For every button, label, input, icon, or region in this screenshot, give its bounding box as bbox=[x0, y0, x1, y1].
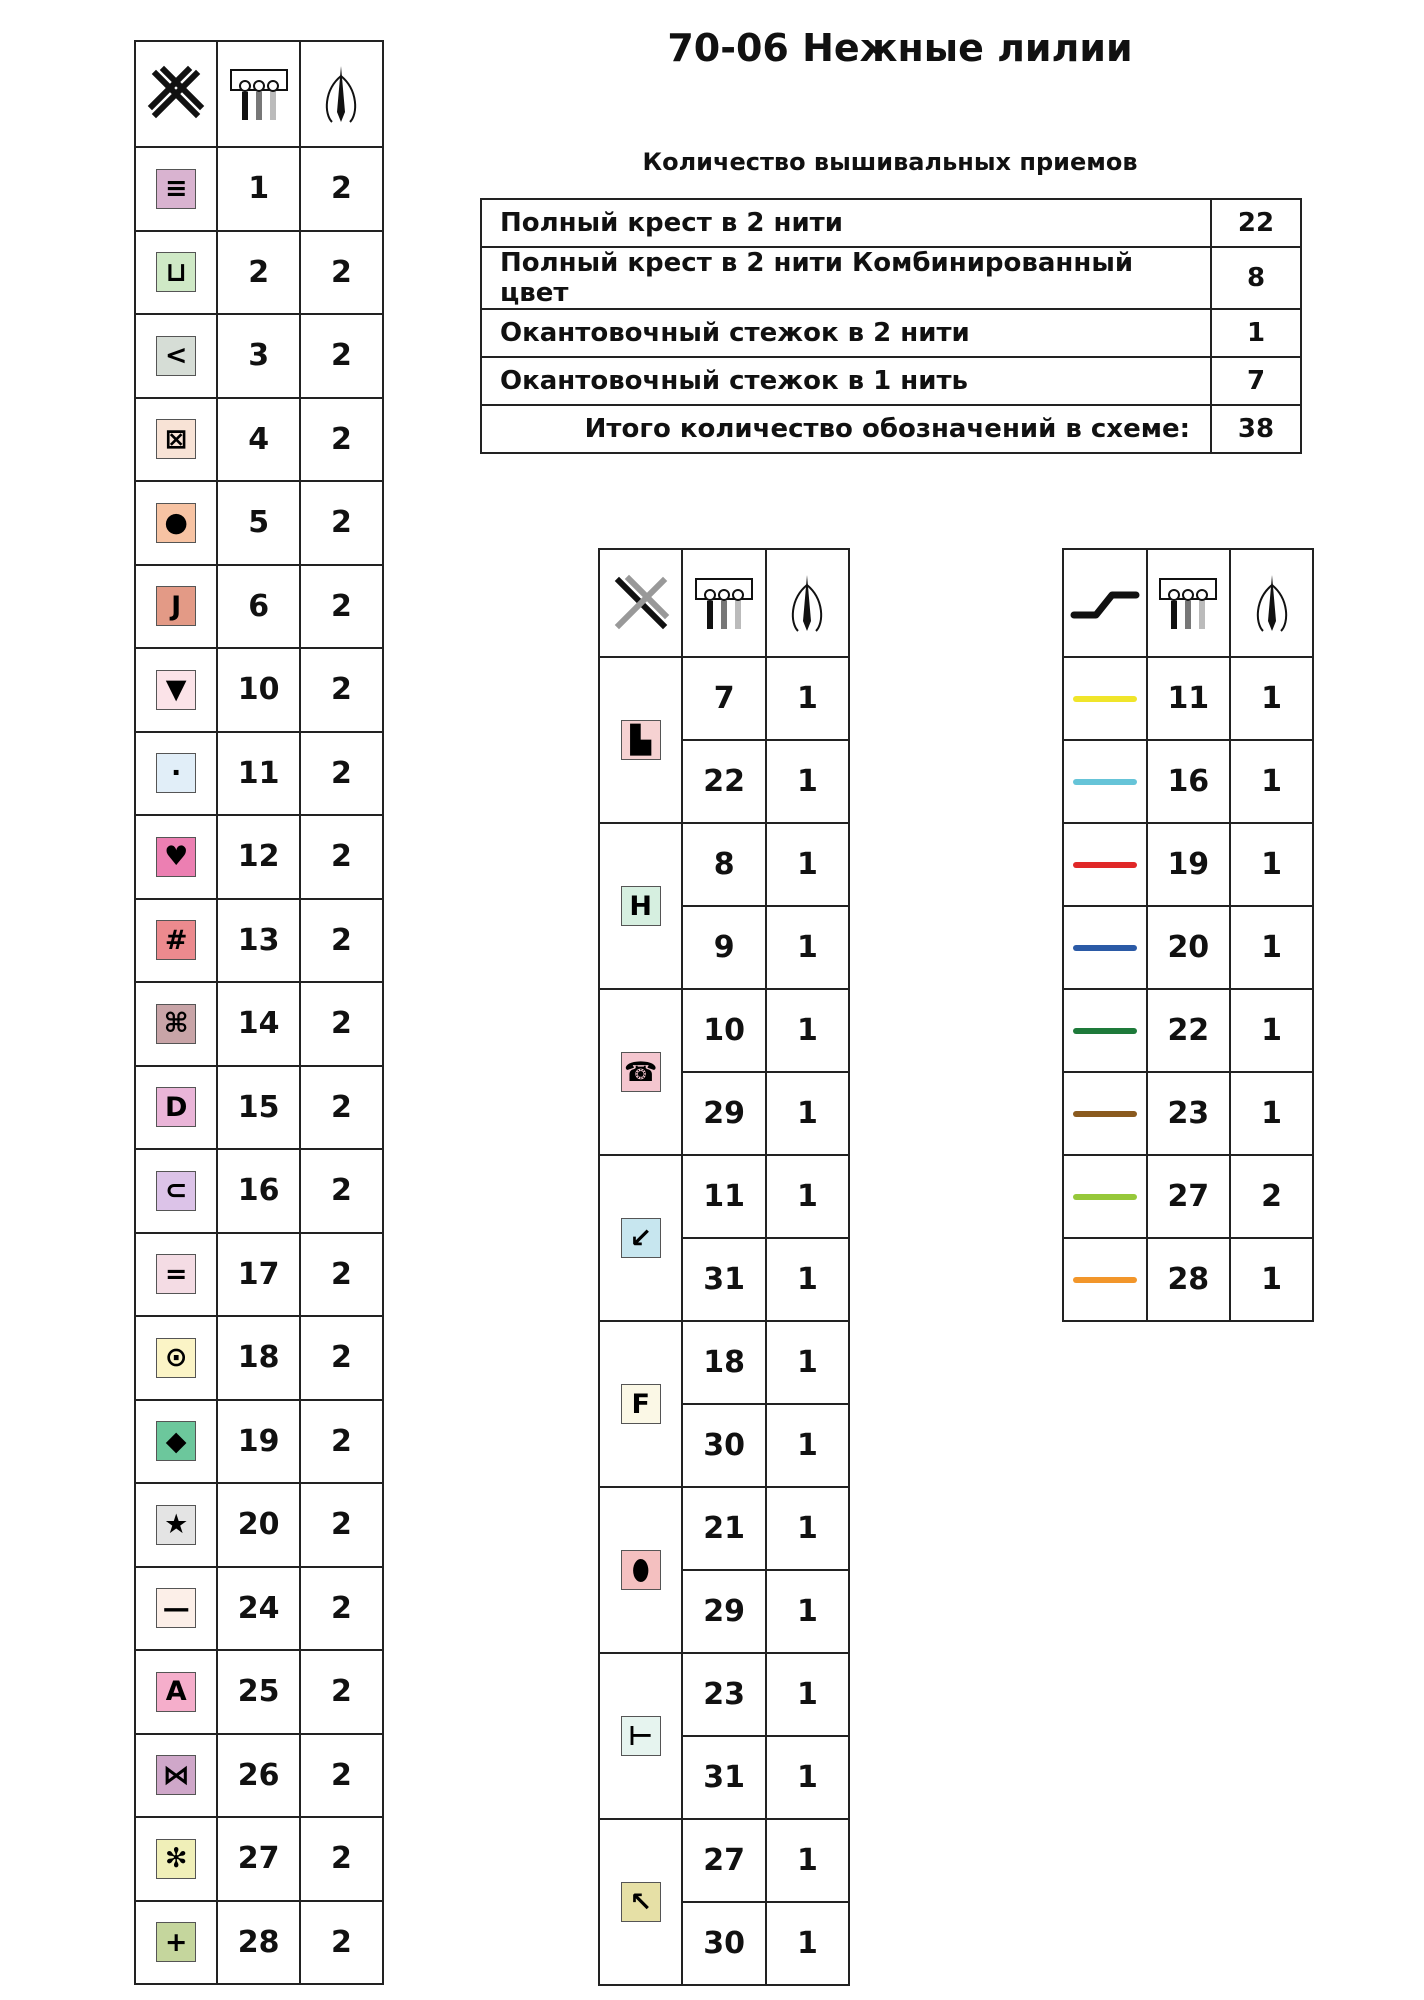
strand-count: 1 bbox=[766, 1736, 849, 1819]
thread-number: 27 bbox=[682, 1819, 766, 1902]
strand-count: 1 bbox=[766, 740, 849, 823]
combined-color-table bbox=[598, 548, 850, 1986]
table-row bbox=[1063, 1072, 1313, 1155]
strand-count: 1 bbox=[766, 657, 849, 740]
table-row bbox=[135, 732, 383, 816]
strand-count: 2 bbox=[300, 1233, 383, 1317]
symbol-cell bbox=[135, 1901, 217, 1985]
table-header-row bbox=[135, 41, 383, 147]
stitch-symbol: ↙ bbox=[621, 1218, 661, 1258]
table-header-row bbox=[599, 549, 849, 657]
thread-number: 12 bbox=[217, 815, 300, 899]
stitch-symbol: H bbox=[621, 886, 661, 926]
line-sample-cell bbox=[1063, 740, 1147, 823]
strand-count: 1 bbox=[766, 1819, 849, 1902]
strand-count: 1 bbox=[1230, 1238, 1313, 1321]
table-row bbox=[1063, 906, 1313, 989]
stitch-symbol: ⊢ bbox=[621, 1716, 661, 1756]
table-row bbox=[135, 1316, 383, 1400]
line-sample-cell bbox=[1063, 1155, 1147, 1238]
table-row bbox=[1063, 989, 1313, 1072]
summary-label: Полный крест в 2 нити Комбинированный цвет bbox=[481, 247, 1211, 309]
thread-number: 25 bbox=[217, 1650, 300, 1734]
strand-count: 2 bbox=[300, 1567, 383, 1651]
strand-count: 1 bbox=[766, 1487, 849, 1570]
backstitch-line-sample bbox=[1073, 1111, 1137, 1117]
symbol-cell bbox=[599, 657, 682, 823]
strand-count: 2 bbox=[300, 1316, 383, 1400]
strand-count: 1 bbox=[766, 1570, 849, 1653]
strand-count: 2 bbox=[300, 231, 383, 315]
table-row bbox=[1063, 740, 1313, 823]
summary-row bbox=[481, 357, 1301, 405]
symbol-cell bbox=[599, 989, 682, 1155]
summary-row bbox=[481, 199, 1301, 247]
symbol-cell bbox=[135, 481, 217, 565]
thread-number: 27 bbox=[217, 1817, 300, 1901]
stitch-symbol: A bbox=[156, 1672, 196, 1712]
thread-number: 11 bbox=[217, 732, 300, 816]
stitch-symbol: ⌘ bbox=[156, 1004, 196, 1044]
table-row bbox=[135, 1901, 383, 1985]
table-row bbox=[135, 1734, 383, 1818]
backstitch-line-sample bbox=[1073, 696, 1137, 702]
thread-number: 30 bbox=[682, 1902, 766, 1985]
strand-count: 2 bbox=[300, 1400, 383, 1484]
strand-count: 1 bbox=[1230, 657, 1313, 740]
table-row bbox=[599, 823, 849, 906]
backstitch-line-sample bbox=[1073, 1277, 1137, 1283]
stitch-symbol: ⊔ bbox=[156, 252, 196, 292]
thread-number: 19 bbox=[217, 1400, 300, 1484]
table-row bbox=[135, 314, 383, 398]
table-row bbox=[135, 899, 383, 983]
summary-label: Окантовочный стежок в 2 нити bbox=[481, 309, 1211, 357]
table-row bbox=[1063, 657, 1313, 740]
strand-count: 2 bbox=[1230, 1155, 1313, 1238]
strand-count: 2 bbox=[300, 899, 383, 983]
symbol-cell bbox=[135, 565, 217, 649]
stitch-symbol: — bbox=[156, 1588, 196, 1628]
stitch-symbol: # bbox=[156, 920, 196, 960]
table-header-row bbox=[1063, 549, 1313, 657]
thread-number: 23 bbox=[1147, 1072, 1230, 1155]
symbol-cell bbox=[135, 732, 217, 816]
table-row bbox=[599, 1487, 849, 1570]
table-row bbox=[135, 231, 383, 315]
strand-count: 1 bbox=[1230, 823, 1313, 906]
backstitch-line-sample bbox=[1073, 945, 1137, 951]
stitch-symbol: ⬮ bbox=[621, 1550, 661, 1590]
line-sample-cell bbox=[1063, 989, 1147, 1072]
stitch-symbol: < bbox=[156, 336, 196, 376]
thread-number: 4 bbox=[217, 398, 300, 482]
symbol-cell bbox=[599, 1819, 682, 1985]
stitch-symbol: ✻ bbox=[156, 1839, 196, 1879]
thread-number: 28 bbox=[1147, 1238, 1230, 1321]
stitch-symbol: ≡ bbox=[156, 169, 196, 209]
thread-number: 19 bbox=[1147, 823, 1230, 906]
strand-count: 2 bbox=[300, 1817, 383, 1901]
line-sample-cell bbox=[1063, 657, 1147, 740]
summary-label: Полный крест в 2 нити bbox=[481, 199, 1211, 247]
line-sample-cell bbox=[1063, 1072, 1147, 1155]
table-row bbox=[135, 398, 383, 482]
backstitch-line-sample bbox=[1073, 1194, 1137, 1200]
table-row bbox=[135, 648, 383, 732]
thread-number: 16 bbox=[1147, 740, 1230, 823]
strand-count: 2 bbox=[300, 398, 383, 482]
stitch-symbol: ◆ bbox=[156, 1421, 196, 1461]
strand-count: 1 bbox=[766, 906, 849, 989]
strand-count: 2 bbox=[300, 1901, 383, 1985]
table-row bbox=[599, 1155, 849, 1238]
cross-stitch-icon bbox=[135, 41, 217, 147]
strand-count: 1 bbox=[1230, 740, 1313, 823]
stitch-symbol: ↖ bbox=[621, 1882, 661, 1922]
thread-number: 14 bbox=[217, 982, 300, 1066]
thread-number: 23 bbox=[682, 1653, 766, 1736]
strand-count: 2 bbox=[300, 1734, 383, 1818]
strand-count: 2 bbox=[300, 815, 383, 899]
stitch-symbol: · bbox=[156, 753, 196, 793]
symbol-cell bbox=[599, 1321, 682, 1487]
symbol-cell bbox=[135, 147, 217, 231]
table-row bbox=[1063, 823, 1313, 906]
table-row bbox=[135, 1567, 383, 1651]
table-row bbox=[1063, 1238, 1313, 1321]
symbol-cell bbox=[135, 314, 217, 398]
summary-total-value: 38 bbox=[1211, 405, 1301, 453]
strand-count: 1 bbox=[1230, 989, 1313, 1072]
backstitch-icon bbox=[1063, 549, 1147, 657]
stitch-symbol: ★ bbox=[156, 1505, 196, 1545]
thread-number: 11 bbox=[1147, 657, 1230, 740]
stitch-symbol: ● bbox=[156, 503, 196, 543]
symbol-cell bbox=[599, 1653, 682, 1819]
stitch-symbol: ☎ bbox=[621, 1052, 661, 1092]
thread-number: 3 bbox=[217, 314, 300, 398]
backstitch-line-sample bbox=[1073, 862, 1137, 868]
thread-number: 11 bbox=[682, 1155, 766, 1238]
strand-count: 2 bbox=[300, 1066, 383, 1150]
strand-count: 2 bbox=[300, 648, 383, 732]
thread-number: 10 bbox=[682, 989, 766, 1072]
backstitch-line-sample bbox=[1073, 779, 1137, 785]
thread-number: 13 bbox=[217, 899, 300, 983]
strand-count: 1 bbox=[766, 1321, 849, 1404]
symbol-cell bbox=[599, 1155, 682, 1321]
symbol-cell bbox=[135, 1233, 217, 1317]
summary-row bbox=[481, 247, 1301, 309]
page-title: 70-06 Нежные лилии bbox=[667, 26, 1133, 70]
stitch-symbol: ♥ bbox=[156, 837, 196, 877]
table-row bbox=[599, 989, 849, 1072]
strand-count: 2 bbox=[300, 147, 383, 231]
table-row bbox=[135, 147, 383, 231]
summary-label: Окантовочный стежок в 1 нить bbox=[481, 357, 1211, 405]
table-row bbox=[599, 1653, 849, 1736]
strand-count: 2 bbox=[300, 982, 383, 1066]
strand-count: 2 bbox=[300, 481, 383, 565]
symbol-cell bbox=[135, 1316, 217, 1400]
thread-number: 7 bbox=[682, 657, 766, 740]
thread-number: 9 bbox=[682, 906, 766, 989]
symbol-cell bbox=[135, 982, 217, 1066]
thread-number: 24 bbox=[217, 1567, 300, 1651]
summary-value: 1 bbox=[1211, 309, 1301, 357]
symbol-cell bbox=[135, 648, 217, 732]
thread-number: 22 bbox=[1147, 989, 1230, 1072]
summary-row bbox=[481, 309, 1301, 357]
thread-number: 31 bbox=[682, 1238, 766, 1321]
table-row bbox=[135, 815, 383, 899]
symbol-cell bbox=[599, 823, 682, 989]
thread-number: 29 bbox=[682, 1072, 766, 1155]
stitch-symbol: + bbox=[156, 1922, 196, 1962]
strand-count: 1 bbox=[766, 989, 849, 1072]
thread-number: 16 bbox=[217, 1149, 300, 1233]
strand-count: 1 bbox=[1230, 1072, 1313, 1155]
stitch-symbol: ⊂ bbox=[156, 1171, 196, 1211]
strand-count: 2 bbox=[300, 1149, 383, 1233]
strand-count: 2 bbox=[300, 732, 383, 816]
table-row bbox=[135, 1650, 383, 1734]
symbol-cell bbox=[135, 1817, 217, 1901]
thread-number: 18 bbox=[217, 1316, 300, 1400]
line-sample-cell bbox=[1063, 906, 1147, 989]
stitch-symbol: ⋈ bbox=[156, 1755, 196, 1795]
summary-total-row bbox=[481, 405, 1301, 453]
table-row bbox=[599, 1321, 849, 1404]
thread-number: 5 bbox=[217, 481, 300, 565]
strand-count: 1 bbox=[766, 1653, 849, 1736]
strand-count: 1 bbox=[1230, 906, 1313, 989]
stitch-symbol: F bbox=[621, 1384, 661, 1424]
thread-number: 17 bbox=[217, 1233, 300, 1317]
summary-value: 8 bbox=[1211, 247, 1301, 309]
needle-icon bbox=[300, 41, 383, 147]
thread-number: 8 bbox=[682, 823, 766, 906]
thread-number: 30 bbox=[682, 1404, 766, 1487]
symbol-cell bbox=[135, 1066, 217, 1150]
thread-number: 31 bbox=[682, 1736, 766, 1819]
summary-table bbox=[480, 198, 1302, 454]
line-sample-cell bbox=[1063, 1238, 1147, 1321]
stitch-symbol: ⊠ bbox=[156, 419, 196, 459]
symbol-cell bbox=[135, 1400, 217, 1484]
table-row bbox=[135, 565, 383, 649]
strand-count: 1 bbox=[766, 823, 849, 906]
stitch-symbol: ▙ bbox=[621, 720, 661, 760]
table-row bbox=[1063, 1155, 1313, 1238]
backstitch-table bbox=[1062, 548, 1314, 1322]
thread-number: 22 bbox=[682, 740, 766, 823]
thread-number: 29 bbox=[682, 1570, 766, 1653]
thread-number: 27 bbox=[1147, 1155, 1230, 1238]
needle-icon bbox=[766, 549, 849, 657]
strand-count: 2 bbox=[300, 1483, 383, 1567]
table-row bbox=[135, 1149, 383, 1233]
symbol-cell bbox=[599, 1487, 682, 1653]
symbol-cell bbox=[135, 1149, 217, 1233]
symbol-cell bbox=[135, 1567, 217, 1651]
symbol-cell bbox=[135, 398, 217, 482]
backstitch-line-sample bbox=[1073, 1028, 1137, 1034]
thread-number: 21 bbox=[682, 1487, 766, 1570]
thread-number: 10 bbox=[217, 648, 300, 732]
symbol-cell bbox=[135, 231, 217, 315]
thread-number: 20 bbox=[217, 1483, 300, 1567]
thread-number: 26 bbox=[217, 1734, 300, 1818]
needle-icon bbox=[1230, 549, 1313, 657]
strand-count: 1 bbox=[766, 1404, 849, 1487]
symbol-cell bbox=[135, 899, 217, 983]
stitch-symbol: = bbox=[156, 1254, 196, 1294]
table-row bbox=[135, 1400, 383, 1484]
stitch-symbol: J bbox=[156, 586, 196, 626]
strand-count: 1 bbox=[766, 1155, 849, 1238]
stitch-symbol: ▼ bbox=[156, 670, 196, 710]
symbol-cell bbox=[135, 815, 217, 899]
strand-count: 2 bbox=[300, 1650, 383, 1734]
thread-number: 18 bbox=[682, 1321, 766, 1404]
strand-count: 1 bbox=[766, 1238, 849, 1321]
symbol-cell bbox=[135, 1734, 217, 1818]
cross-stitch-table bbox=[134, 40, 384, 1985]
thread-number: 15 bbox=[217, 1066, 300, 1150]
stitch-symbol: ⊙ bbox=[156, 1338, 196, 1378]
thread-number: 1 bbox=[217, 147, 300, 231]
table-row bbox=[135, 481, 383, 565]
thread-number: 6 bbox=[217, 565, 300, 649]
table-row bbox=[135, 982, 383, 1066]
summary-heading: Количество вышивальных приемов bbox=[642, 148, 1138, 176]
strand-count: 2 bbox=[300, 314, 383, 398]
symbol-cell bbox=[135, 1483, 217, 1567]
stitch-symbol: D bbox=[156, 1087, 196, 1127]
table-row bbox=[135, 1817, 383, 1901]
summary-value: 7 bbox=[1211, 357, 1301, 405]
thread-bobbins-icon bbox=[682, 549, 766, 657]
line-sample-cell bbox=[1063, 823, 1147, 906]
summary-value: 22 bbox=[1211, 199, 1301, 247]
table-row bbox=[599, 1819, 849, 1902]
thread-bobbins-icon bbox=[1147, 549, 1230, 657]
cross-stitch-icon bbox=[599, 549, 682, 657]
table-row bbox=[135, 1483, 383, 1567]
summary-total-label: Итого количество обозначений в схеме: bbox=[481, 405, 1211, 453]
table-row bbox=[135, 1066, 383, 1150]
symbol-cell bbox=[135, 1650, 217, 1734]
thread-number: 28 bbox=[217, 1901, 300, 1985]
thread-bobbins-icon bbox=[217, 41, 300, 147]
table-row bbox=[135, 1233, 383, 1317]
strand-count: 2 bbox=[300, 565, 383, 649]
table-row bbox=[599, 657, 849, 740]
strand-count: 1 bbox=[766, 1902, 849, 1985]
strand-count: 1 bbox=[766, 1072, 849, 1155]
thread-number: 20 bbox=[1147, 906, 1230, 989]
thread-number: 2 bbox=[217, 231, 300, 315]
